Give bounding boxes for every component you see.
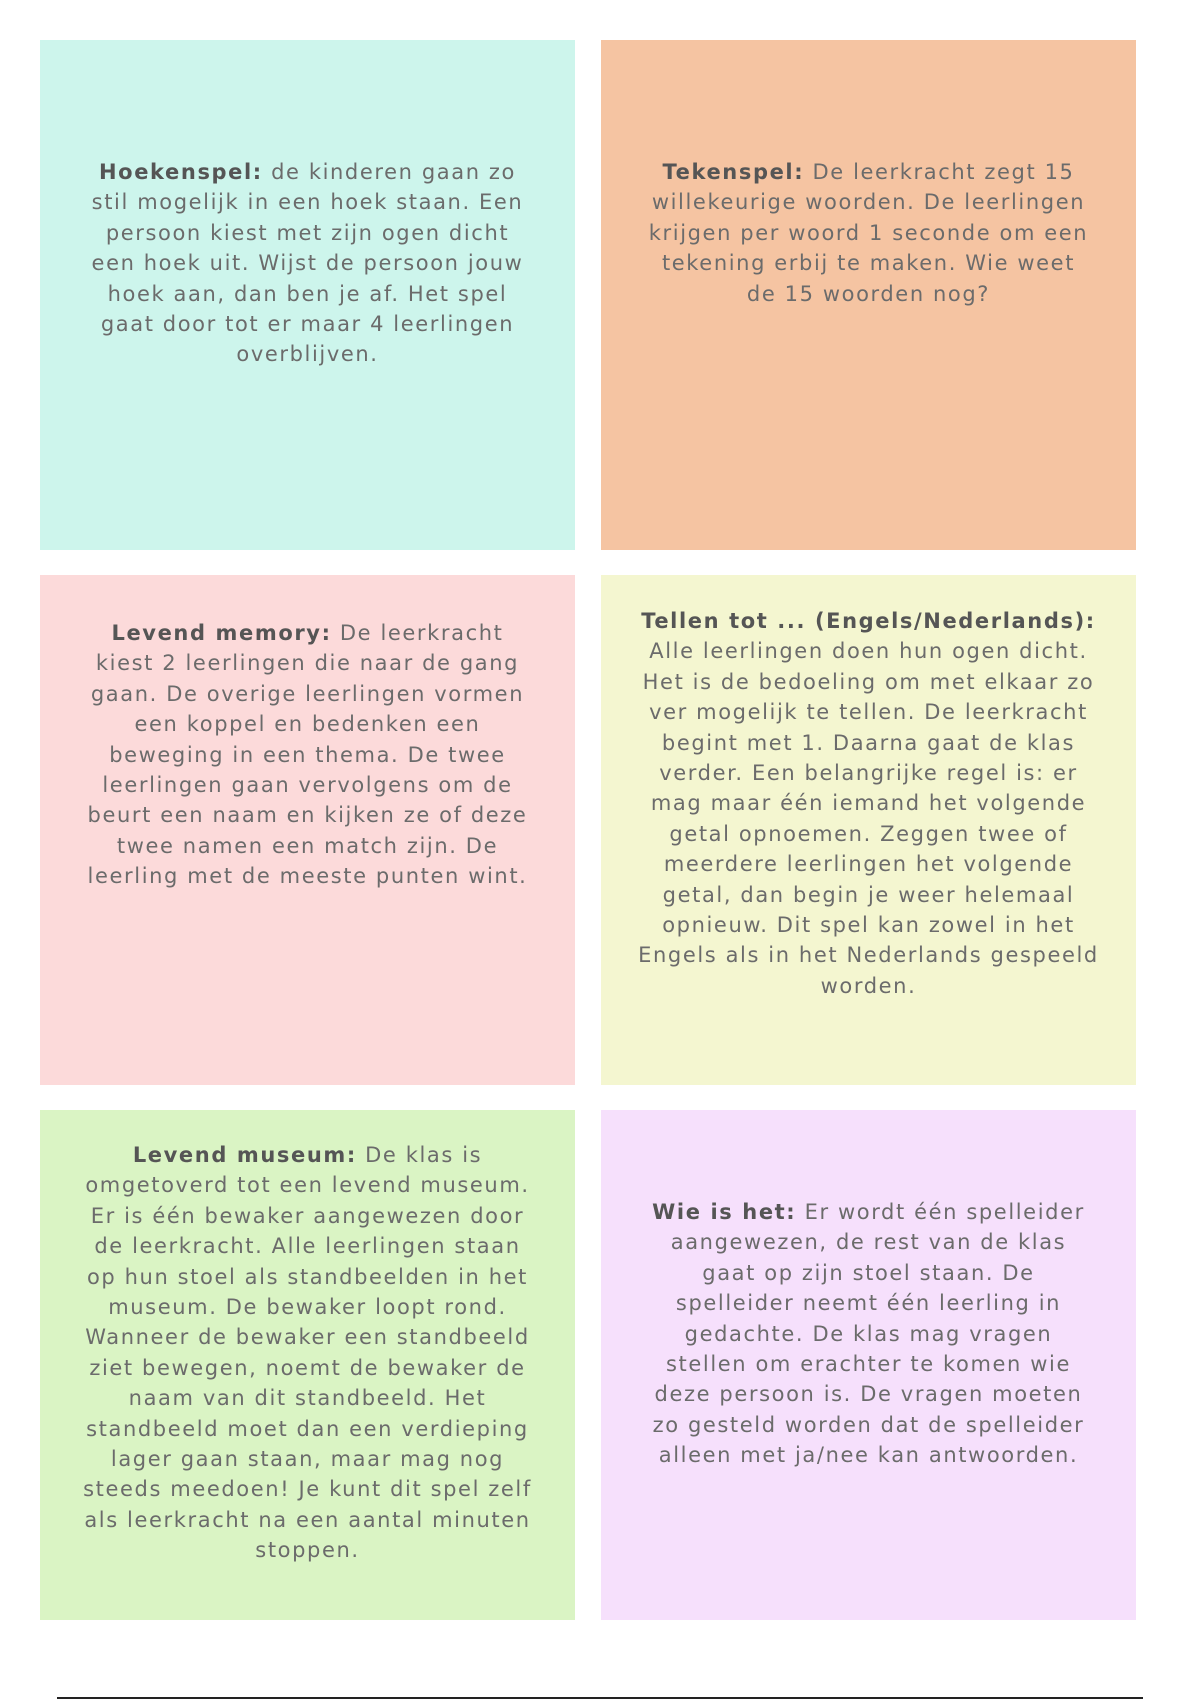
card-body: De klas is omgetoverd tot een levend museum. Er is één bewaker aangewezen door de leerkracht. Alle leerlingen staan op hun stoel als standbeelden in het museum. De bewaker loopt rond. Wanneer de bewaker een standbeeld ziet bewegen, noemt de bewaker de naam van dit standbeeld. Het standbeeld moet dan een verdieping lager gaan staan, maar mag nog steeds meedoen! Je kunt dit spel zelf als leerkracht na een aantal minuten stoppen. <box>83 1143 532 1563</box>
card-title: Levend museum: <box>132 1143 357 1167</box>
footer-divider <box>57 1697 1143 1699</box>
card-text <box>84 618 531 892</box>
card-title: Tellen tot ... (Engels/Nederlands): <box>641 609 1096 633</box>
card-title: Wie is het: <box>652 1200 797 1224</box>
card-text <box>84 157 531 370</box>
game-card-levend-museum <box>40 1110 575 1620</box>
card-body: Alle leerlingen doen hun ogen dicht. Het is de bedoeling om met elkaar zo ver mogelijk te tellen. De leerkracht begint met 1. Daarna gaat de klas verder. Een belangrijke regel is: er mag maar één iemand het volgende getal opnoemen. Zeggen twee of meerdere leerlingen het volgende getal, dan begin je weer helemaal opnieuw. Dit spel kan zowel in het Engels als in het Nederlands gespeeld worden. <box>638 639 1099 998</box>
card-title: Hoekenspel: <box>99 160 263 184</box>
card-title: Tekenspel: <box>662 160 805 184</box>
game-card-wie-is-het <box>601 1110 1136 1620</box>
game-card-hoekenspel <box>40 40 575 550</box>
card-text <box>631 606 1106 1001</box>
card-body: Er wordt één spelleider aangewezen, de rest van de klas gaat op zijn stoel staan. De spelleider neemt één leerling in gedachte. De klas mag vragen stellen om erachter te komen wie deze persoon is. De vragen moeten zo gesteld worden dat de spelleider alleen met ja/nee kan antwoorden. <box>652 1200 1085 1468</box>
game-card-tekenspel <box>601 40 1136 550</box>
card-title: Levend memory: <box>111 621 332 645</box>
card-body: de kinderen gaan zo stil mogelijk in een hoek staan. Een persoon kiest met zijn ogen dicht een hoek uit. Wijst de persoon jouw hoek aan, dan ben je af. Het spel gaat door tot er maar 4 leerlingen overblijven. <box>91 160 524 367</box>
card-text <box>80 1140 535 1566</box>
card-text <box>645 1197 1092 1471</box>
game-card-levend-memory <box>40 575 575 1085</box>
game-card-tellen-tot <box>601 575 1136 1085</box>
card-text <box>645 157 1092 309</box>
card-body: De leerkracht zegt 15 willekeurige woorden. De leerlingen krijgen per woord 1 seconde om een tekening erbij te maken. Wie weet de 15 woorden nog? <box>648 160 1089 306</box>
card-body: De leerkracht kiest 2 leerlingen die naar de gang gaan. De overige leerlingen vormen een koppel en bedenken een beweging in een thema. De twee leerlingen gaan vervolgens om de beurt een naam en kijken ze of deze twee namen een match zijn. De leerling met de meeste punten wint. <box>87 621 528 889</box>
